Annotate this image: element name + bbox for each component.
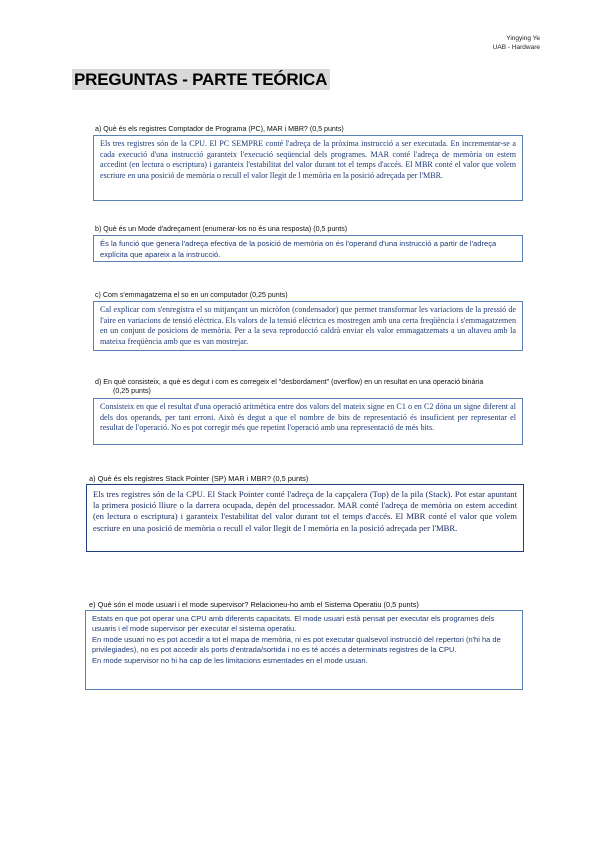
answer-d-text: Consisteix en que el resultat d'una operació aritmètica entre dos valors del mateix signe en C1 o en C2 dóna un signe diferent al dels dos operands, per tant erroni. Això és degut a que el nombre de bits de representació és insuficient per representar el resultat de l'operació. No es pot corregir més que repetint l'operació amb una representació de més bits. xyxy=(100,402,516,433)
answer-a-text: Els tres registres són de la CPU. El PC SEMPRE conté l'adreça de la pròxima instrucció a ser executada. En incrementar-se a cada execució d'una instrucció garanteix l'execució seqüencial dels programes. MAR conté l'adreça de memòria on estem accedint (en lectura o escriptura) i garanteix l'estabilitat del valor durant tot el temps d'accés. El MBR conté el valor que volem escriure en una posició de memòria o recull el valor llegit de l memòria en la posició adreçada per l'MBR. xyxy=(100,139,516,180)
question-a-label: a) Què és els registres Comptador de Programa (PC), MAR i MBR? (0,5 punts) xyxy=(95,125,344,133)
page-title: PREGUNTAS - PARTE TEÓRICA xyxy=(72,69,330,90)
answer-b-text: És la funció que genera l'adreça efectiva de la posició de memòria on és l'operand d'una instrucció a partir de l'adreça explícita que apareix a la instrucció. xyxy=(100,239,497,259)
question-d-points: (0,25 punts) xyxy=(113,387,151,395)
answer-sp-text: Els tres registres són de la CPU. El Stack Pointer conté l'adreça de la capçalera (Top) de la pila (Stack). Pot estar apuntant la primera posició lliure o la darrera ocupada, depèn del processador. MAR conté l'adreça de memòria on estem accedint (en lectura o escriptura) i garanteix l'estabilitat del valor durant tot el temps d'accés. El MBR conté el valor que volem escriure en una posició de memòria o recull el valor llegit de l memòria en la posició adreçada per l'MBR. xyxy=(93,489,517,533)
author-name: Yingying Ye xyxy=(506,35,540,42)
question-b-label: b) Què és un Mode d'adreçament (enumerar-los no és una resposta) (0,5 punts) xyxy=(95,225,348,233)
answer-e-line-2: En mode usuari no es pot accedir a tot el mapa de memòria, ni es pot executar qualsevol instrucció del repertori (n'hi ha de privilegiades), no es pot accedir als ports d'entrada/sortida i no es té accés a determinats registres de la CPU. xyxy=(92,634,501,655)
question-e-label: e) Què són el mode usuari i el mode supervisor? Relacioneu-ho amb el Sistema Operatiu (0,5 punts) xyxy=(89,600,419,609)
question-d-label: d) En què consisteix, a què es degut i com es corregeix el "desbordament" (overflow) en un resultat en una operació binària xyxy=(95,378,484,386)
answer-e-line-3: En mode supervisor no hi ha cap de les limitacions esmentades en el mode usuari. xyxy=(92,655,368,665)
answer-d-box xyxy=(93,398,523,445)
answer-c-text: Cal explicar com s'enregistra el so mitjançant un micròfon (condensador) que permet transformar les variacions de la pressió de l'aire en variacions de tensió elèctrica. Els valors de la tensió elèctrica es mostregen amb una certa freqüència i s'emmagatzemen en un conjunt de posicions de memòria. Per a la seva reproducció caldrà enviar els valor emmagatzemats a un altaveu amb la mateixa freqüència amb que es van mostrejar. xyxy=(100,305,516,346)
answer-c-box xyxy=(93,301,523,351)
page-header xyxy=(493,34,540,52)
course-name: UAB - Hardware xyxy=(492,44,540,51)
question-sp-label: a) Què és els registres Stack Pointer (SP) MAR i MBR? (0,5 punts) xyxy=(89,474,309,483)
question-c-label: c) Com s'emmagatzema el so en un computador (0,25 punts) xyxy=(95,291,288,299)
answer-a-box xyxy=(93,135,523,201)
answer-e-box xyxy=(85,610,523,690)
answer-b-box xyxy=(93,235,523,262)
answer-sp-box xyxy=(86,484,524,552)
answer-e-line-1: Estats en que pot operar una CPU amb diferents capacitats. El mode usuari està pensat per executar els programes dels usuaris i el mode supervisor per executar el sistema operatiu. xyxy=(92,614,495,634)
